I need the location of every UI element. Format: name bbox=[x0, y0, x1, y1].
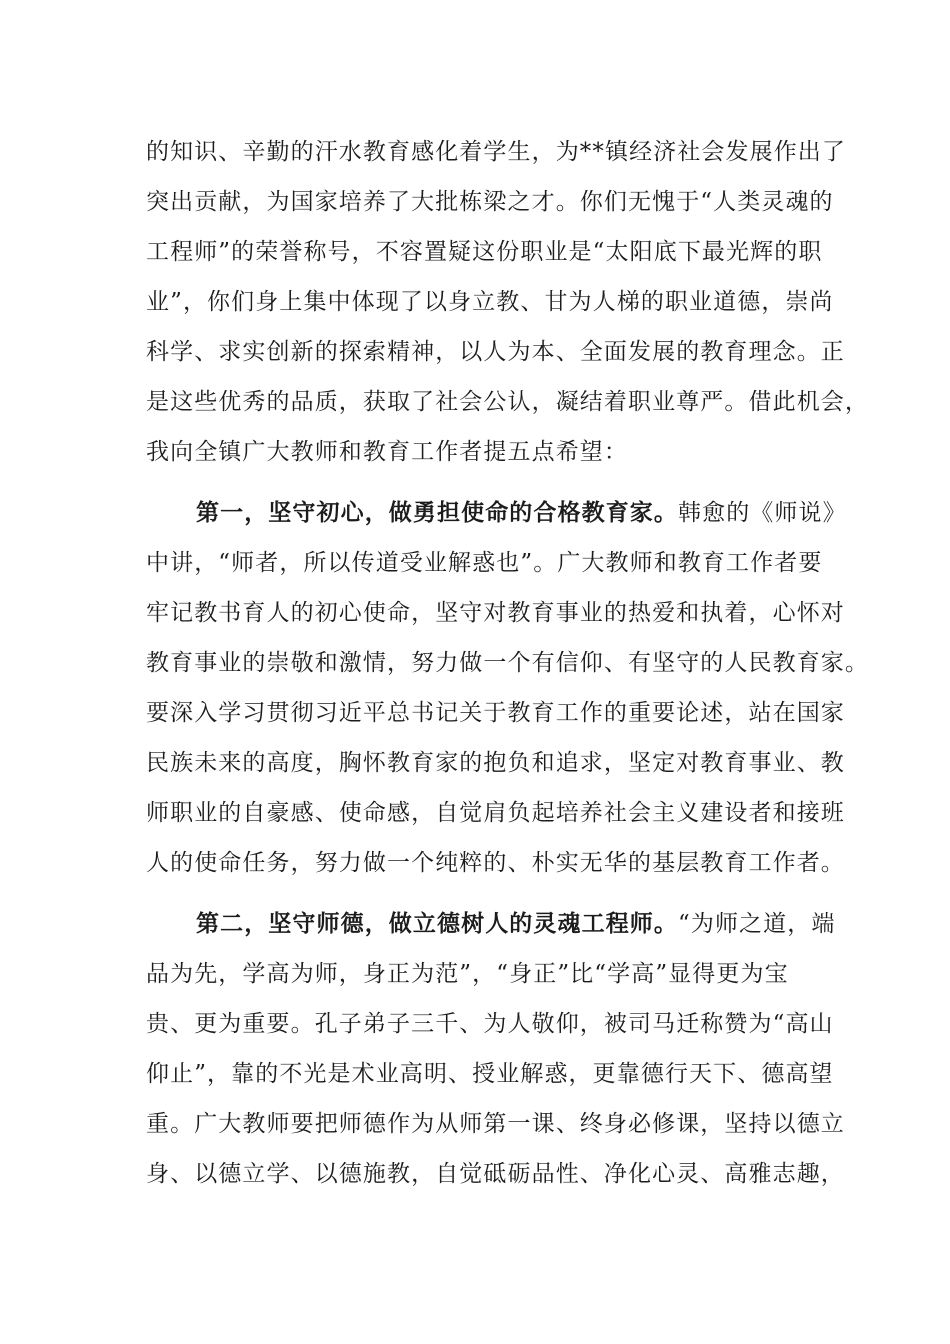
text-line: 中讲，“师者，所以传道受业解惑也”。广大教师和教育工作者要 bbox=[146, 550, 823, 576]
text-line: 牢记教书育人的初心使命，坚守对教育事业的热爱和执着，心怀对 bbox=[146, 600, 845, 626]
text-line: 业”，你们身上集中体现了以身立教、甘为人梯的职业道德，崇尚 bbox=[146, 289, 834, 315]
text-line: 突出贡献，为国家培养了大批栋梁之才。你们无愧于“人类灵魂的 bbox=[146, 189, 834, 215]
paragraph-text: 韩愈的《师说》 bbox=[678, 500, 847, 526]
text-line: 要深入学习贯彻习近平总书记关于教育工作的重要论述，站在国家 bbox=[146, 700, 845, 726]
paragraph-first-line bbox=[196, 493, 847, 533]
text-line: 人的使命任务，努力做一个纯粹的、朴实无华的基层教育工作者。 bbox=[146, 850, 845, 876]
text-line: 身、以德立学、以德施教，自觉砥砺品性、净化心灵、高雅志趣， bbox=[146, 1161, 845, 1187]
text-line: 的知识、辛勤的汗水教育感化着学生，为**镇经济社会发展作出了 bbox=[146, 139, 846, 165]
text-line: 教育事业的崇敬和激情，努力做一个有信仰、有坚守的人民教育家。 bbox=[146, 650, 869, 676]
paragraph-first-line bbox=[196, 904, 835, 944]
text-line: 民族未来的高度，胸怀教育家的抱负和追求，坚定对教育事业、教 bbox=[146, 750, 845, 776]
text-line: 仰止”，靠的不光是术业高明、授业解惑，更靠德行天下、德高望 bbox=[146, 1061, 834, 1087]
text-line: 品为先，学高为师，身正为范”，“身正”比“学高”显得更为宝 bbox=[146, 961, 789, 987]
paragraph-heading: 第二，坚守师德，做立德树人的灵魂工程师。 bbox=[196, 910, 678, 937]
text-line: 重。广大教师要把师德作为从师第一课、终身必修课，坚持以德立 bbox=[146, 1111, 845, 1137]
text-line: 是这些优秀的品质，获取了社会公认，凝结着职业尊严。借此机会， bbox=[146, 389, 869, 415]
text-line: 师职业的自豪感、使命感，自觉肩负起培养社会主义建设者和接班 bbox=[146, 800, 845, 826]
paragraph-heading: 第一，坚守初心，做勇担使命的合格教育家。 bbox=[196, 499, 678, 526]
paragraph-text: “为师之道，端 bbox=[678, 911, 836, 937]
text-line: 科学、求实创新的探索精神，以人为本、全面发展的教育理念。正 bbox=[146, 339, 845, 365]
text-line: 贵、更为重要。孔子弟子三千、为人敬仰，被司马迁称赞为“高山 bbox=[146, 1011, 834, 1037]
text-line: 工程师”的荣誉称号，不容置疑这份职业是“太阳底下最光辉的职 bbox=[146, 239, 823, 265]
text-line: 我向全镇广大教师和教育工作者提五点希望： bbox=[146, 439, 628, 465]
